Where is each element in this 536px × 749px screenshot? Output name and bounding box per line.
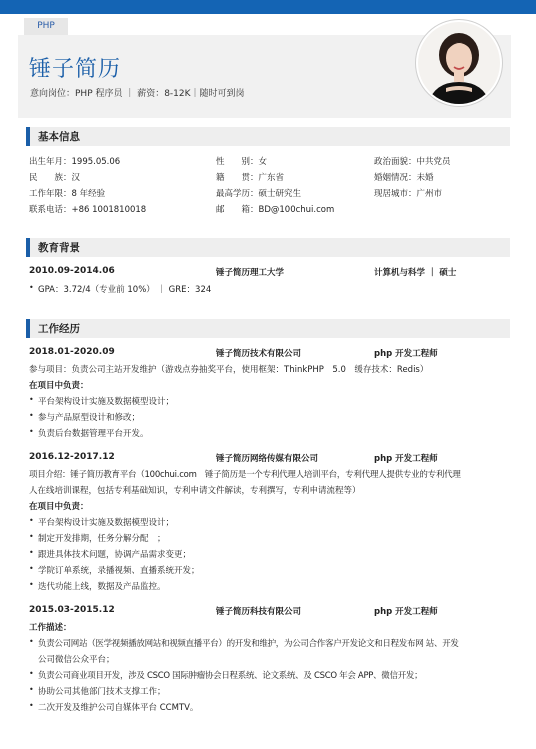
major-degree: 计算机与科学 ｜ 硕士 — [374, 268, 457, 278]
list-item: • 平台架构设计实施及数据模型设计； — [38, 516, 174, 528]
top-accent-bar — [0, 0, 536, 14]
job-company: 锤子简历网络传媒有限公司 — [216, 454, 319, 464]
list-item: • 负责公司网站（医学视频播放网站和视频直播平台）的开发和维护，为公司合作客户开发论文和日程发布网 站、开发 — [38, 637, 459, 649]
ethnicity: 民 族：汉 — [29, 173, 81, 183]
job-project: 参与项目：负责公司主站开发维护（游戏点券抽奖平台，使用框架：ThinkPHP 5.0 缓存技术：Redis） — [29, 365, 429, 375]
political-status: 政治面貌：中共党员 — [374, 157, 451, 167]
current-city: 现居城市：广州市 — [374, 189, 443, 199]
list-item: • 负责公司商业项目开发，涉及 CSCO 国际肿瘤协会日程系统、论文系统、及 CSCO 年会 APP、微信开发； — [38, 669, 422, 681]
section-basic-info — [26, 127, 510, 146]
list-item: • 负责后台数据管理平台开发。 — [38, 427, 149, 439]
job-period: 2016.12-2017.12 — [29, 452, 115, 462]
list-item: • 协助公司其他部门技术支撑工作； — [38, 685, 166, 697]
native-place: 籍 贯：广东省 — [216, 173, 285, 183]
job-company: 锤子简历科技有限公司 — [216, 607, 302, 617]
email: 邮 箱：BD@100chui.com — [216, 205, 335, 215]
section-work — [26, 319, 510, 338]
section-title: 教育背景 — [38, 242, 80, 254]
job-company: 锤子简历技术有限公司 — [216, 349, 302, 359]
job-intent: 意向岗位：PHP 程序员 ｜ 薪资：8-12K｜随时可到岗 — [30, 89, 245, 99]
list-item: • 平台架构设计实施及数据模型设计； — [38, 395, 174, 407]
role-tag: PHP — [24, 18, 68, 35]
work-years: 工作年限：8 年经验 — [29, 189, 106, 199]
profile-photo-icon — [418, 22, 500, 104]
education-period: 2010.09-2014.06 — [29, 266, 115, 276]
degree: 最高学历：硕士研究生 — [216, 189, 302, 199]
phone: 联系电话：+86 1001810018 — [29, 205, 147, 215]
section-accent — [26, 127, 30, 146]
section-education — [26, 238, 510, 257]
gender: 性 别：女 — [216, 157, 268, 167]
list-item: • 迭代功能上线，数据及产品监控。 — [38, 580, 166, 592]
section-accent — [26, 238, 30, 257]
job-period: 2015.03-2015.12 — [29, 605, 115, 615]
list-item: • 跟进具体技术问题，协调产品需求变更； — [38, 548, 191, 560]
job-role: php 开发工程师 — [374, 607, 438, 617]
job-role: php 开发工程师 — [374, 454, 438, 464]
section-title: 工作经历 — [38, 323, 80, 335]
section-title: 基本信息 — [38, 131, 80, 143]
list-item: • 参与产品原型设计和修改； — [38, 411, 140, 423]
job-project-line2: 人在线培训课程，包括专利基础知识，专利申请文件解读，专利撰写，专利申请流程等） — [29, 486, 361, 496]
list-item: • 二次开发及维护公司自媒体平台 CCMTV。 — [38, 701, 198, 713]
duty-label: 在项目中负责： — [29, 381, 89, 391]
education-detail: • GPA：3.72/4（专业前 10%） ｜ GRE：324 — [38, 283, 211, 295]
marital-status: 婚姻情况：未婚 — [374, 173, 434, 183]
resume-name: 锤子简历 — [29, 57, 122, 82]
list-item-continuation: 公司微信公众平台； — [38, 655, 115, 665]
list-item: • 学院订单系统，录播视频、直播系统开发； — [38, 564, 200, 576]
birth-date: 出生年月：1995.05.06 — [29, 157, 121, 167]
duty-label: 工作描述： — [29, 623, 72, 633]
list-item: • 制定开发排期，任务分解分配 ； — [38, 532, 166, 544]
avatar — [416, 20, 502, 106]
duty-label: 在项目中负责： — [29, 502, 89, 512]
job-role: php 开发工程师 — [374, 349, 438, 359]
section-accent — [26, 319, 30, 338]
job-period: 2018.01-2020.09 — [29, 347, 115, 357]
school-name: 锤子简历理工大学 — [216, 268, 285, 278]
job-project-line1: 项目介绍：锤子简历教育平台（100chui.com 锤子简历是一个专利代理人培训平台，专利代理人提供专业的专利代理 — [29, 470, 461, 480]
